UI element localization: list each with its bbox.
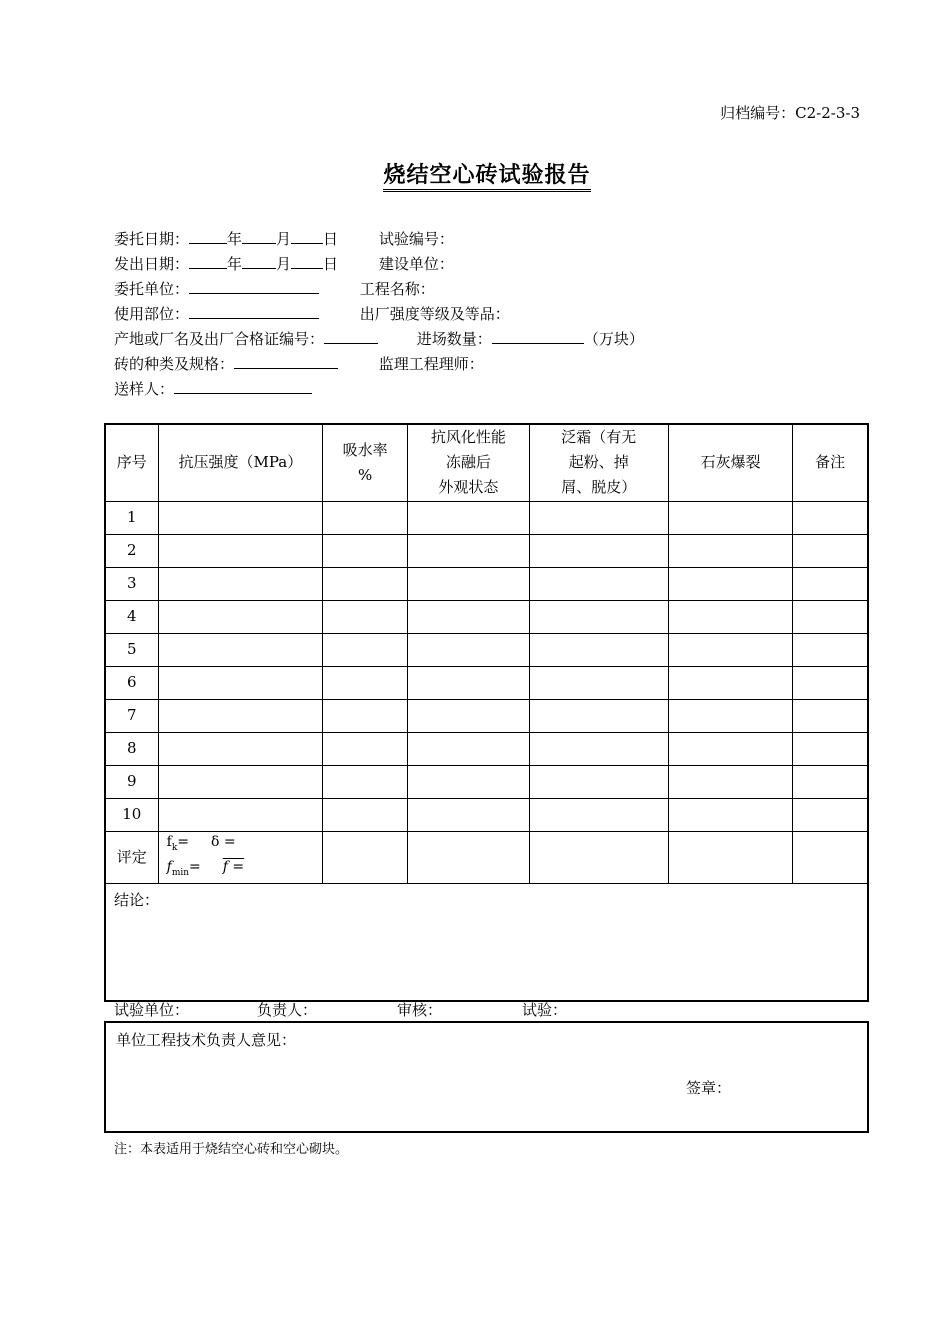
info-line-commission: 委托日期： 年 月 日 试验编号：: [114, 230, 454, 248]
eval-label: 评定: [105, 831, 158, 884]
grade-label: 出厂强度等级及等品：: [359, 305, 510, 323]
construction-unit-label: 建设单位：: [378, 255, 454, 273]
header-efflorescence: 泛霜（有无 起粉、掉 屑、脱皮）: [529, 424, 668, 501]
test-unit-label: 试验单位：: [114, 1001, 190, 1019]
header-absorption: 吸水率 %: [323, 424, 408, 501]
test-no-label: 试验编号：: [378, 230, 454, 248]
opinion-label: 单位工程技术负责人意见：: [116, 1031, 297, 1049]
page-title: 烧结空心砖试验报告: [0, 158, 950, 189]
conclusion-label: 结论：: [105, 884, 868, 1002]
opinion-box: [104, 1021, 869, 1133]
eval-row: [105, 831, 868, 884]
responsible-label: 负责人：: [257, 1001, 318, 1019]
info-line-sender: 送样人：: [114, 378, 312, 399]
info-line-type: 砖的种类及规格： 监理工程理师：: [114, 355, 484, 373]
info-line-origin: 产地或厂名及出厂合格证编号： 进场数量： （万块）: [114, 330, 644, 348]
header-remark: 备注: [793, 424, 868, 501]
info-line-issue: 发出日期： 年 月 日 建设单位：: [114, 255, 454, 273]
header-row: [105, 424, 868, 501]
tester-label: 试验：: [522, 1001, 568, 1019]
header-seq: 序号: [105, 424, 158, 501]
info-line-usage: 使用部位： 出厂强度等级及等品：: [114, 305, 510, 323]
review-label: 审核：: [397, 1001, 443, 1019]
eval-formula: $f_k= \delta$ = $f_{min}= f$ =: [158, 831, 322, 884]
table-row: 1: [105, 501, 868, 534]
signature-line: [114, 999, 567, 1020]
table-row: 8: [105, 732, 868, 765]
table-row: 2: [105, 534, 868, 567]
info-line-client: 委托单位： 工程名称：: [114, 280, 435, 298]
quantity-label: 进场数量：: [416, 330, 492, 348]
header-lime: 石灰爆裂: [668, 424, 792, 501]
table-row: 4: [105, 600, 868, 633]
table-row: 7: [105, 699, 868, 732]
supervisor-label: 监理工程理师：: [378, 355, 484, 373]
table-row: 6: [105, 666, 868, 699]
header-compressive: 抗压强度（MPa）: [158, 424, 322, 501]
project-name-label: 工程名称：: [359, 280, 435, 298]
table-row: 3: [105, 567, 868, 600]
table-row: 5: [105, 633, 868, 666]
seal-label: 签章：: [686, 1079, 732, 1097]
archive-number: 归档编号：C2-2-3-3: [720, 104, 860, 122]
footnote: 注：本表适用于烧结空心砖和空心砌块。: [114, 1142, 349, 1157]
table-row: 10: [105, 798, 868, 831]
header-weathering: 抗风化性能 冻融后 外观状态: [408, 424, 529, 501]
conclusion-row: [105, 884, 868, 1002]
table-row: 9: [105, 765, 868, 798]
test-table: [104, 423, 869, 1002]
